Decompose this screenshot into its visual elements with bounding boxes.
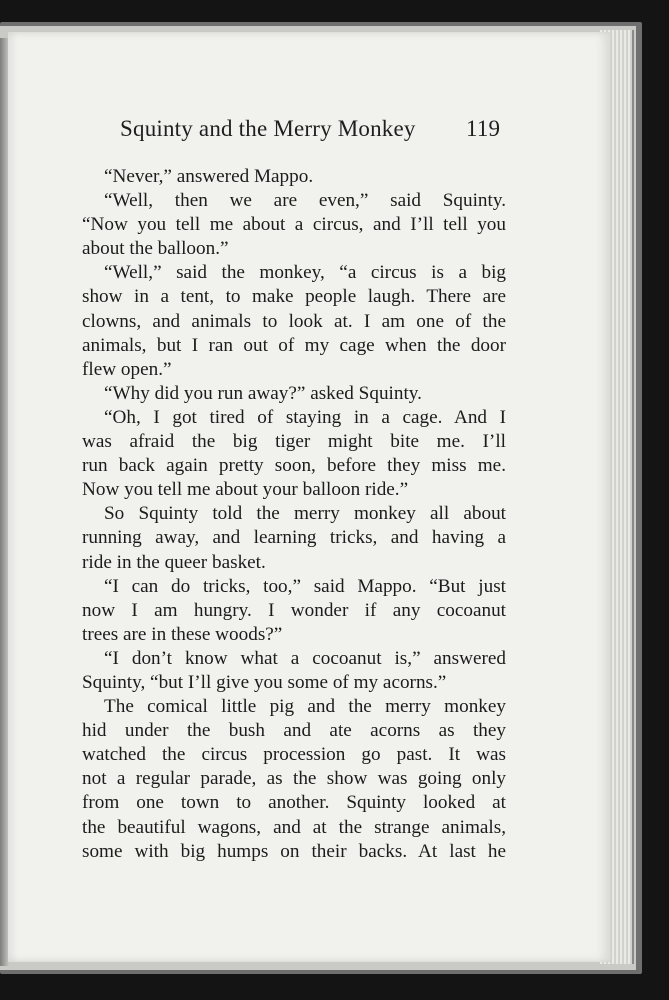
text-line: “Never,” answered Mappo.	[104, 166, 314, 187]
text-line: ride in the queer basket.	[82, 551, 266, 573]
text-line: show in a tent, to make people laugh. There are	[82, 286, 506, 308]
running-head-title: Squinty and the Merry Monkey	[120, 116, 416, 141]
text-line: “Now you tell me about a circus, and I’ll tell you	[82, 214, 506, 236]
text-line: about the balloon.”	[82, 238, 229, 260]
text-line: Squinty, “but I’ll give you some of my acorns.”	[82, 671, 447, 693]
text-line: “Well,” said the monkey, “a circus is a big	[104, 262, 506, 284]
page-number: 119	[466, 116, 501, 141]
text-line: the beautiful wagons, and at the strange animals,	[82, 816, 506, 838]
text-line: “Oh, I got tired of staying in a cage. And I	[104, 406, 506, 428]
text-line: “Well, then we are even,” said Squinty.	[104, 190, 506, 212]
text-line: some with big humps on their backs. At last he	[82, 840, 506, 862]
text-line: now I am hungry. I wonder if any cocoanut	[82, 599, 506, 621]
text-line: trees are in these woods?”	[82, 623, 283, 645]
text-line: was afraid the big tiger might bite me. I’ll	[82, 431, 506, 453]
text-line: flew open.”	[82, 358, 172, 380]
text-line: Now you tell me about your balloon ride.”	[82, 479, 409, 501]
text-line: hid under the bush and ate acorns as they	[82, 720, 506, 742]
text-line: animals, but I ran out of my cage when the door	[82, 334, 506, 356]
text-line: So Squinty told the merry monkey all about	[104, 503, 506, 525]
text-line: not a regular parade, as the show was going only	[82, 768, 506, 790]
text-line: “Why did you run away?” asked Squinty.	[104, 382, 422, 404]
text-line: “I don’t know what a cocoanut is,” answered	[104, 647, 506, 669]
text-line: running away, and learning tricks, and having a	[82, 527, 506, 549]
text-line: The comical little pig and the merry monkey	[104, 696, 506, 718]
body-text	[82, 165, 506, 864]
text-line: clowns, and animals to look at. I am one of the	[82, 310, 506, 332]
running-head	[110, 106, 510, 146]
text-line: “I can do tricks, too,” said Mappo. “But just	[104, 575, 506, 597]
text-line: run back again pretty soon, before they miss me.	[82, 455, 506, 477]
text-line: watched the circus procession go past. It was	[82, 744, 506, 766]
text-line: from one town to another. Squinty looked at	[82, 792, 506, 814]
